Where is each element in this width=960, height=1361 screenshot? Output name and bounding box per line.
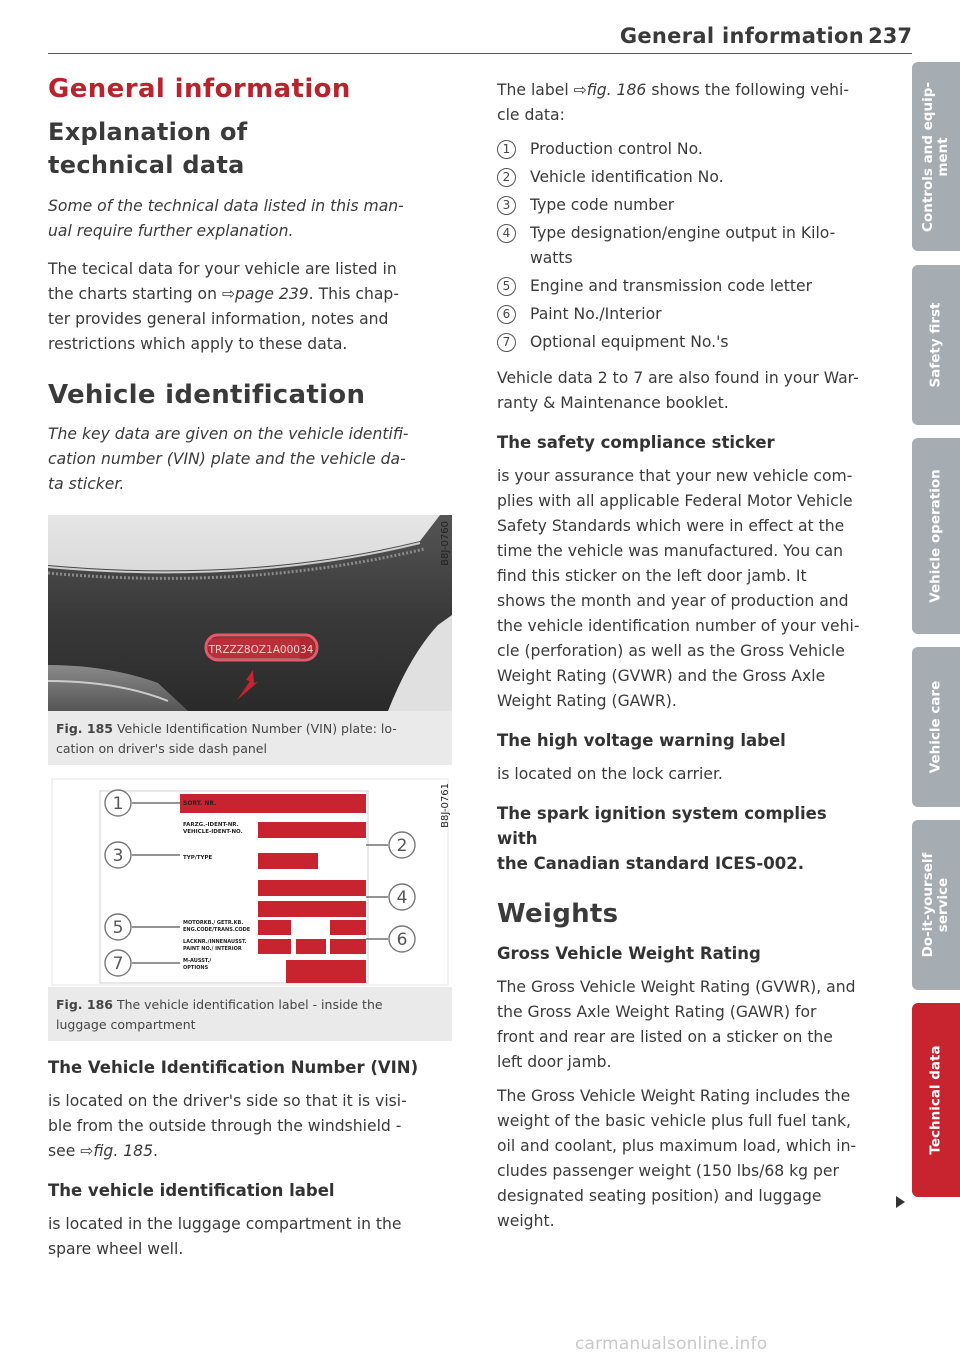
- tab-label: Controls and equip- ment: [920, 81, 951, 232]
- label-body: [48, 1212, 452, 1262]
- text-line: The label: [497, 81, 574, 99]
- section-intro: [48, 194, 452, 244]
- gvwr-paragraph-2: [497, 1084, 872, 1234]
- text-line: ual require further explanation.: [48, 222, 294, 240]
- vin-body: [48, 1089, 452, 1164]
- list-item: [497, 165, 872, 190]
- list-item: [497, 330, 872, 355]
- section-title-explanation: [48, 116, 452, 182]
- callout-2: 2: [396, 836, 408, 856]
- list-item: [497, 193, 872, 218]
- item-text: watts: [530, 249, 573, 267]
- circled-number: 3: [497, 196, 516, 215]
- text-line: Safety Standards which were in effect at the: [497, 517, 845, 535]
- list-item: [497, 302, 872, 327]
- caption-text: The vehicle identification label - inside the: [112, 997, 383, 1012]
- tab-label: Safety first: [927, 302, 944, 388]
- label-motorkb: MOTORKB./ GETR.KB.: [183, 920, 244, 926]
- page-number: 237: [868, 24, 912, 48]
- figure-reference-link[interactable]: ⇨fig. 185: [80, 1142, 153, 1160]
- tab-label: Vehicle operation: [927, 469, 944, 603]
- gvwr-paragraph-1: [497, 975, 872, 1075]
- text-line: Weight Rating (GVWR) and the Gross Axle: [497, 667, 826, 685]
- dashboard-illustration: [48, 515, 452, 711]
- text-line: left door jamb.: [497, 1053, 612, 1071]
- text-line: see: [48, 1142, 81, 1160]
- item-text: Engine and transmission code letter: [530, 277, 812, 295]
- text-line: The key data are given on the vehicle identifi-: [48, 425, 409, 443]
- tab-do-it-yourself-service[interactable]: [912, 820, 960, 990]
- vin-heading: The Vehicle Identification Number (VIN): [48, 1058, 419, 1077]
- text-line: oil and coolant, plus maximum load, which in-: [497, 1137, 857, 1155]
- text-line: is your assurance that your new vehicle com-: [497, 467, 853, 485]
- text-line: Weight Rating (GAWR).: [497, 692, 677, 710]
- safety-body: [497, 464, 872, 714]
- label-sort-nr: SORT. NR.: [183, 800, 217, 807]
- section-title-weights: Weights: [497, 899, 619, 929]
- caption-text: luggage compartment: [56, 1017, 196, 1032]
- list-item: [497, 274, 872, 299]
- text-line: time the vehicle was manufactured. You can: [497, 542, 844, 560]
- label-options: OPTIONS: [183, 965, 209, 971]
- figure-185: [48, 515, 452, 765]
- callout-1: 1: [112, 794, 124, 814]
- text-line: ranty & Maintenance booklet.: [497, 394, 729, 412]
- text-line: cle (perforation) as well as the Gross Vehicle: [497, 642, 845, 660]
- text-line: Vehicle data 2 to 7 are also found in your War-: [497, 369, 859, 387]
- callout-7: 7: [112, 954, 124, 974]
- lead-paragraph: [497, 78, 872, 128]
- callout-6: 6: [396, 930, 408, 950]
- page-header: [48, 20, 912, 54]
- text-line: find this sticker on the left door jamb. It: [497, 567, 807, 585]
- figure-label: Fig. 185: [56, 721, 113, 736]
- vehicle-data-list: [497, 137, 872, 355]
- text-line: cludes passenger weight (150 lbs/68 kg per: [497, 1162, 839, 1180]
- text-line: is located in the luggage compartment in the: [48, 1215, 402, 1233]
- list-item: [497, 221, 872, 271]
- item-text: Production control No.: [530, 140, 703, 158]
- safety-heading: The safety compliance sticker: [497, 433, 775, 452]
- text-line: ta sticker.: [48, 475, 125, 493]
- label-heading: The vehicle identification label: [48, 1181, 335, 1200]
- circled-number: 7: [497, 333, 516, 352]
- tab-safety-first[interactable]: [912, 265, 960, 425]
- item-text: Vehicle identification No.: [530, 168, 724, 186]
- section-body: [48, 257, 452, 357]
- figure-186: [48, 777, 452, 1041]
- text-line: shows the following vehi-: [646, 81, 849, 99]
- tab-vehicle-care[interactable]: [912, 647, 960, 807]
- text-line: The Gross Vehicle Weight Rating includes the: [497, 1087, 851, 1105]
- chapter-title: General information: [48, 74, 351, 104]
- figure-186-image: [48, 777, 452, 987]
- figure-185-image: [48, 515, 452, 711]
- text-line: cation number (VIN) plate and the vehicle da-: [48, 450, 406, 468]
- text-line: The tecical data for your vehicle are listed in: [48, 260, 397, 278]
- caption-text: Vehicle Identification Number (VIN) plate: lo-: [112, 721, 397, 736]
- running-header-title: General information: [619, 24, 864, 48]
- circled-number: 4: [497, 224, 516, 243]
- item-text: Type designation/engine output in Kilo-: [530, 224, 836, 242]
- watermark: carmanualsonline.info: [575, 1334, 768, 1354]
- right-column: [497, 78, 872, 1234]
- title-line: technical data: [48, 151, 245, 179]
- text-line: the charts starting on: [48, 285, 222, 303]
- tab-technical-data[interactable]: [912, 1003, 960, 1197]
- text-line: plies with all applicable Federal Motor Vehicle: [497, 492, 853, 510]
- section-title-vehicle-identification: Vehicle identification: [48, 380, 366, 410]
- tab-controls-and-equipment[interactable]: [912, 62, 960, 251]
- text-line: The Gross Vehicle Weight Rating (GVWR), and: [497, 978, 856, 996]
- label-lacknr: LACKNR./INNENAUSST.: [183, 939, 247, 945]
- spark-ignition-heading: [497, 801, 872, 876]
- label-type: TYP/TYPE: [183, 855, 213, 861]
- text-line: Some of the technical data listed in this man-: [48, 197, 404, 215]
- page-reference-link[interactable]: ⇨page 239: [221, 285, 309, 303]
- continue-arrow-icon: [896, 1196, 905, 1208]
- title-line: Explanation of: [48, 118, 248, 146]
- text-line: spare wheel well.: [48, 1240, 184, 1258]
- figure-label: Fig. 186: [56, 997, 113, 1012]
- high-voltage-heading: The high voltage warning label: [497, 731, 786, 750]
- text-line: weight.: [497, 1212, 555, 1230]
- callout-3: 3: [112, 846, 124, 866]
- heading-line: The spark ignition system complies with: [497, 804, 827, 848]
- heading-line: the Canadian standard ICES-002.: [497, 854, 804, 873]
- figure-id: B8J-0761: [440, 783, 451, 828]
- text-line: the Gross Axle Weight Rating (GAWR) for: [497, 1003, 817, 1021]
- list-item: [497, 137, 872, 162]
- tab-vehicle-operation[interactable]: [912, 438, 960, 634]
- label-paint-no: PAINT NO./ INTERIOR: [183, 946, 242, 952]
- item-text: Optional equipment No.'s: [530, 333, 729, 351]
- text-line: ter provides general information, notes and: [48, 310, 389, 328]
- circled-number: 2: [497, 168, 516, 187]
- item-text: Type code number: [530, 196, 675, 214]
- figure-185-caption: [48, 711, 452, 765]
- tab-label: Vehicle care: [927, 680, 944, 774]
- caption-text: cation on driver's side dash panel: [56, 741, 267, 756]
- tab-label: Do-it-yourself service: [920, 852, 951, 958]
- text-line: the vehicle identification number of your vehi-: [497, 617, 860, 635]
- data-note: [497, 366, 872, 416]
- circled-number: 5: [497, 277, 516, 296]
- text-line: cle data:: [497, 106, 565, 124]
- text-line: front and rear are listed on a sticker on the: [497, 1028, 833, 1046]
- text-line: is located on the driver's side so that it is visi-: [48, 1092, 407, 1110]
- text-line: weight of the basic vehicle plus full fuel tank,: [497, 1112, 851, 1130]
- tab-label: Technical data: [927, 1045, 944, 1155]
- label-m-ausst: M-AUSST./: [183, 958, 212, 964]
- vehicle-label-diagram: [48, 777, 452, 987]
- callout-5: 5: [112, 918, 124, 938]
- figure-reference-link[interactable]: ⇨fig. 186: [573, 81, 647, 99]
- text-line: . This chap-: [308, 285, 399, 303]
- gvwr-heading: Gross Vehicle Weight Rating: [497, 944, 761, 963]
- circled-number: 1: [497, 140, 516, 159]
- high-voltage-body: is located on the lock carrier.: [497, 765, 723, 783]
- text-line: restrictions which apply to these data.: [48, 335, 348, 353]
- figure-id: B8J-0760: [440, 521, 451, 566]
- text-line: shows the month and year of production and: [497, 592, 849, 610]
- section-intro: [48, 422, 452, 497]
- callout-4: 4: [396, 888, 408, 908]
- vin-plate-text: TRZZZ8OZ1A00034: [208, 644, 314, 656]
- item-text: Paint No./Interior: [530, 305, 662, 323]
- text-line: ble from the outside through the windshield -: [48, 1117, 402, 1135]
- text-line: .: [153, 1142, 158, 1160]
- label-eng-code: ENG.CODE/TRANS.CODE: [183, 927, 251, 933]
- label-farzg: FARZG.-IDENT-NR.: [183, 822, 239, 828]
- figure-186-caption: [48, 987, 452, 1041]
- left-column: [48, 72, 452, 1262]
- text-line: designated seating position) and luggage: [497, 1187, 822, 1205]
- label-vehicle-ident: VEHICLE-IDENT-NO.: [183, 829, 243, 835]
- circled-number: 6: [497, 305, 516, 324]
